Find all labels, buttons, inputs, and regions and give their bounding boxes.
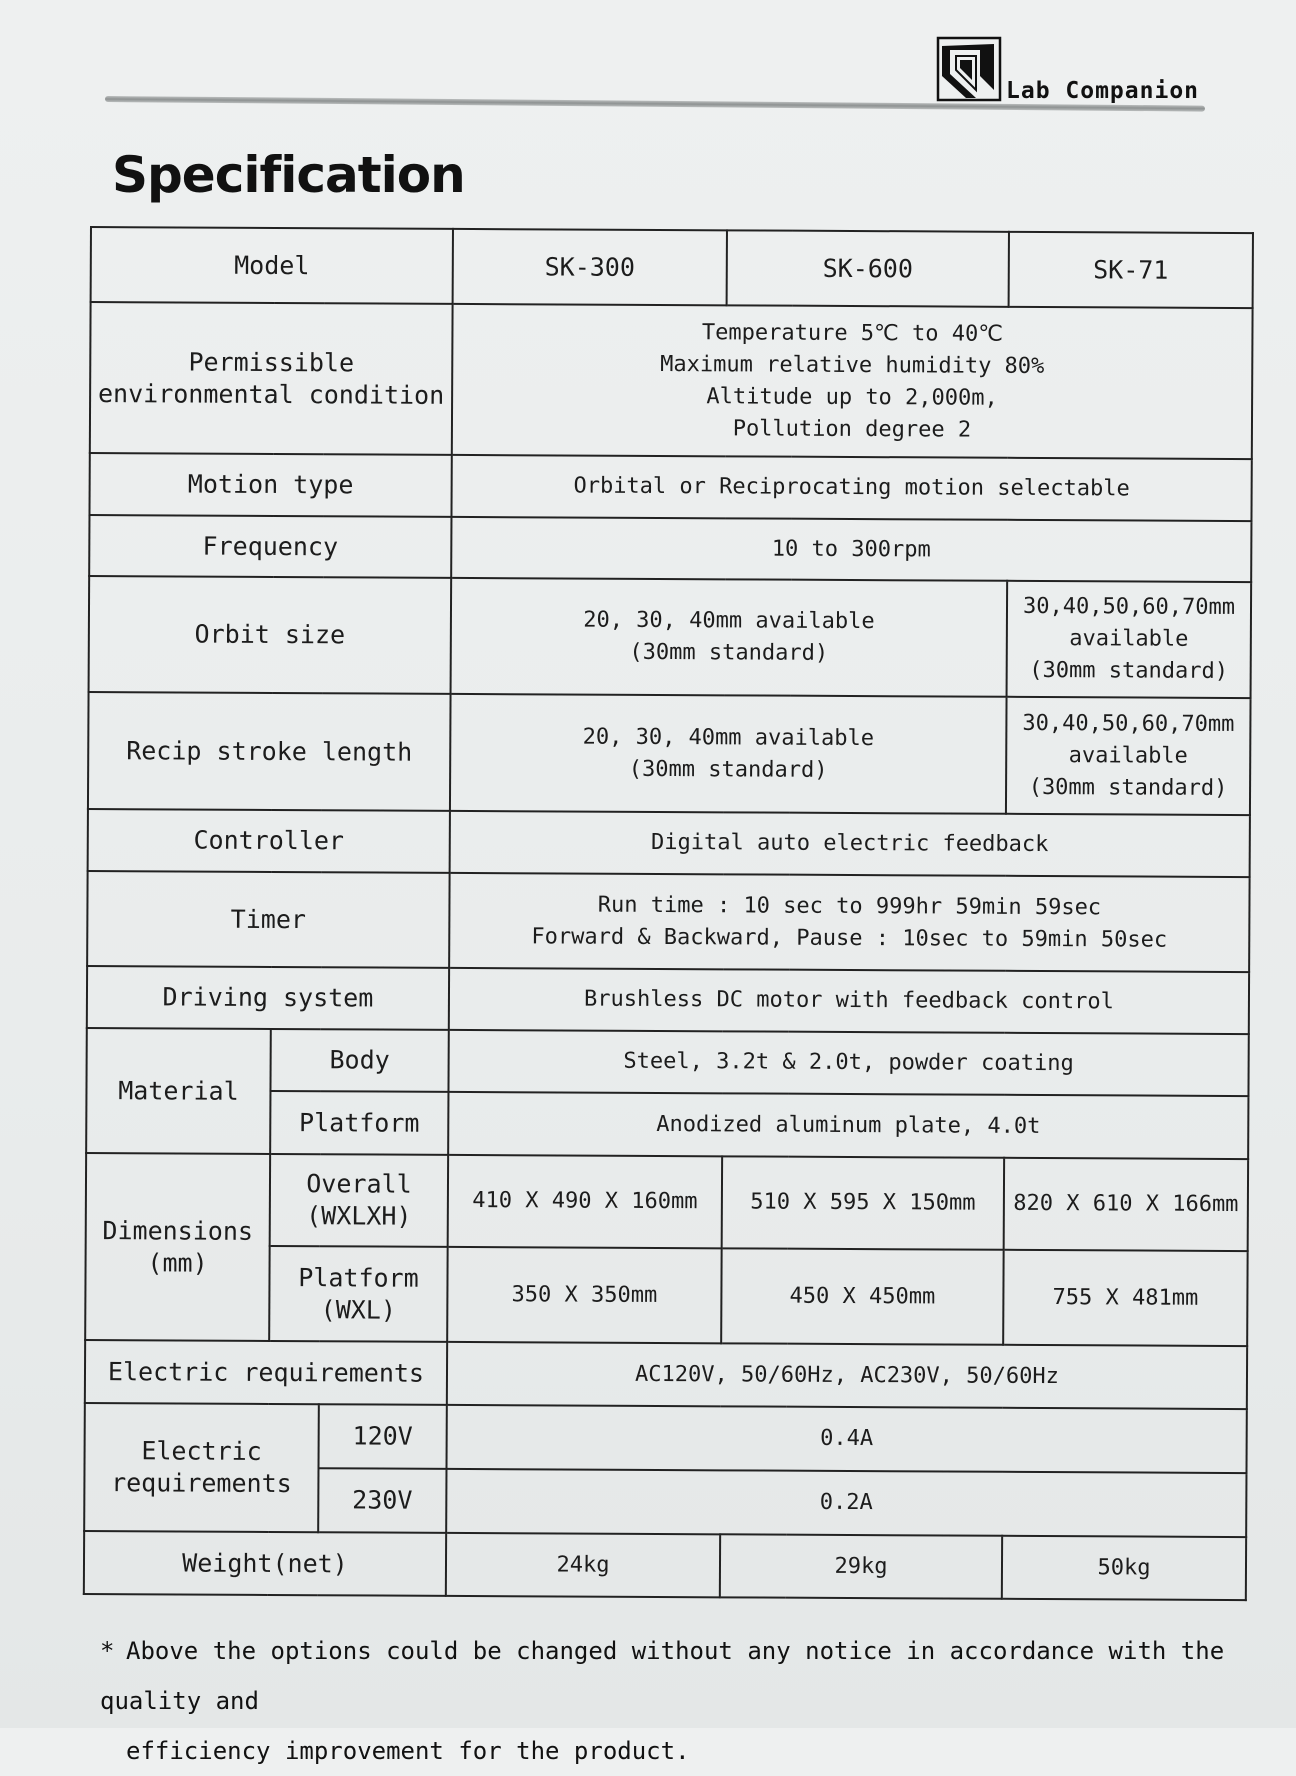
table-row-model [91,227,1253,308]
controller-label: Controller [88,809,450,873]
table-row-controller [88,809,1250,877]
orbit-value: 20, 30, 40mm available (30mm standard) [451,578,1008,697]
current-120v-value: 0.4A [446,1405,1246,1473]
page-title: Specification [112,146,465,204]
footnote-line2: efficiency improvement for the product. [126,1737,690,1765]
material-body-label: Body [270,1029,448,1092]
material-platform-label: Platform [270,1091,448,1155]
motion-value: Orbital or Reciprocating motion selectable [451,455,1251,521]
controller-value: Digital auto electric feedback [450,811,1250,877]
table-row-recip [88,692,1251,815]
table-row-current-120v [85,1403,1247,1473]
orbit-sk71-value: 30,40,50,60,70mm available (30mm standard) [1007,581,1252,698]
electric-value: AC120V, 50/60Hz, AC230V, 50/60Hz [447,1342,1247,1409]
weight-label: Weight(net) [84,1531,446,1596]
driving-label: Driving system [87,966,449,1030]
dimensions-platform-sk600: 450 X 450mm [721,1248,1003,1344]
model-sk-600: SK-600 [727,230,1009,306]
motion-label: Motion type [89,453,451,517]
dimensions-platform-sk300: 350 X 350mm [447,1247,721,1343]
recip-sk71-value: 30,40,50,60,70mm available (30mm standard) [1006,697,1251,815]
table-row-weight [84,1531,1246,1600]
lab-companion-logo-icon [936,36,1002,102]
environment-value: Temperature 5℃ to 40℃ Maximum relative humidity 80% Altitude up to 2,000m, Pollution degree 2 [452,304,1253,459]
model-label: Model [91,227,453,304]
recip-label: Recip stroke length [88,692,451,811]
orbit-label: Orbit size [89,576,452,694]
material-label: Material [86,1028,271,1154]
frequency-value: 10 to 300rpm [451,517,1251,582]
dimensions-platform-label: Platform (WXL) [269,1246,447,1342]
weight-sk300: 24kg [446,1533,720,1597]
dimensions-label: Dimensions (mm) [85,1153,270,1341]
footnote-star: * [100,1637,115,1665]
dimensions-overall-label: Overall (WXLXH) [270,1154,448,1247]
footnote [100,1626,1250,1776]
current-label: Electric requirements [84,1403,319,1532]
recip-value: 20, 30, 40mm available (30mm standard) [450,694,1007,814]
current-230v-value: 0.2A [446,1469,1246,1537]
table-row-orbit [89,576,1252,698]
table-row-motion [89,453,1251,521]
frequency-label: Frequency [89,515,451,578]
driving-value: Brushless DC motor with feedback control [449,968,1249,1034]
material-platform-value: Anodized aluminum plate, 4.0t [448,1092,1248,1159]
table-row-frequency [89,515,1251,582]
electric-label: Electric requirements [85,1340,447,1405]
current-230v-label: 230V [318,1468,446,1533]
weight-sk71: 50kg [1002,1536,1246,1600]
dimensions-overall-sk600: 510 X 595 X 150mm [722,1156,1004,1249]
brand-name: Lab Companion [1006,78,1200,104]
environment-label: Permissible environmental condition [90,302,453,455]
footnote-line1: * Above the options could be changed without any notice in accordance with the quality and [100,1626,1250,1726]
model-sk-71: SK-71 [1009,232,1253,308]
timer-value: Run time : 10 sec to 999hr 59min 59sec Forward & Backward, Pause : 10sec to 59min 50sec [449,873,1249,972]
model-sk-300: SK-300 [453,229,727,305]
table-row-driving [87,966,1249,1034]
table-row-material-body [86,1028,1248,1096]
table-row-electric [85,1340,1247,1409]
table-row-timer [87,871,1249,972]
current-120v-label: 120V [318,1404,446,1469]
dimensions-overall-sk71: 820 X 610 X 166mm [1004,1158,1248,1251]
weight-sk600: 29kg [720,1534,1002,1598]
table-row-environment [90,302,1253,459]
dimensions-platform-sk71: 755 X 481mm [1003,1250,1247,1346]
dimensions-overall-sk300: 410 X 490 X 160mm [448,1155,722,1248]
specification-table [83,226,1254,1601]
timer-label: Timer [87,871,449,968]
table-row-dimensions-overall [86,1153,1248,1251]
material-body-value: Steel, 3.2t & 2.0t, powder coating [448,1030,1248,1096]
